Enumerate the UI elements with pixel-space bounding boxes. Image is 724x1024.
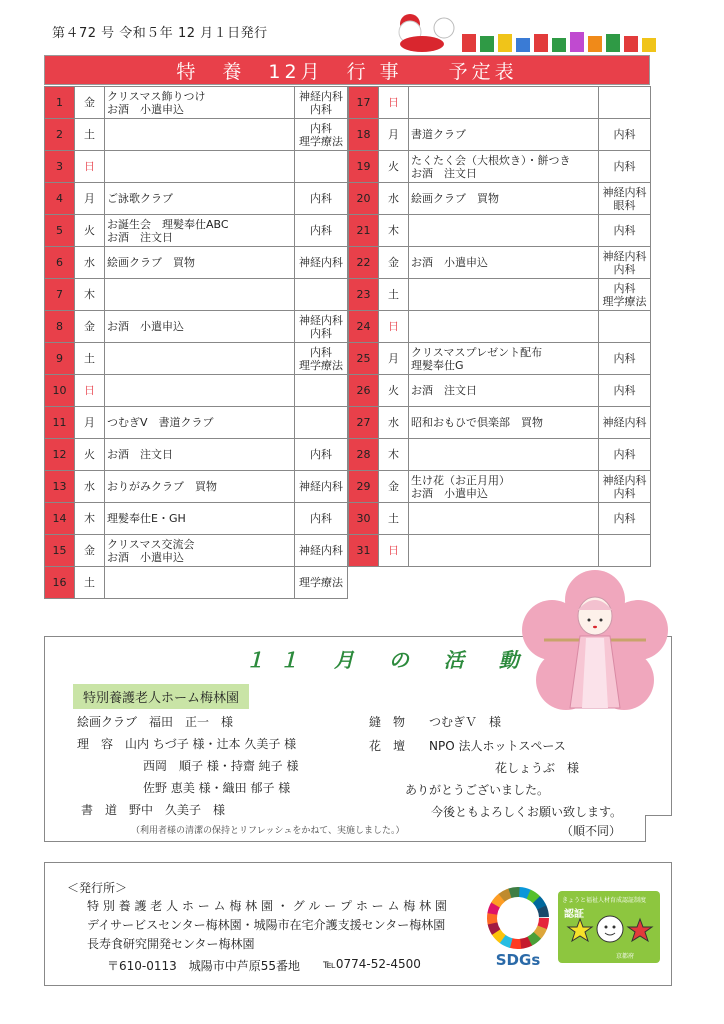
activity-line: 花 壇 NPO 法人ホットスペース: [369, 739, 566, 753]
department-cell: [599, 439, 651, 471]
department-line: 神経内科: [299, 256, 343, 269]
cert-mark: 認証: [564, 909, 584, 920]
day-number: 7: [45, 279, 75, 311]
schedule-row: [45, 375, 348, 407]
day-number: 11: [45, 407, 75, 439]
present: [516, 38, 530, 52]
present: [606, 34, 620, 52]
schedule-row: [349, 215, 651, 247]
department-cell: [295, 87, 348, 119]
event-cell: [409, 343, 599, 375]
day-number: 16: [45, 567, 75, 599]
department-line: 内科: [310, 121, 332, 135]
event-line: 絵画クラブ 買物: [411, 192, 499, 205]
plum-doll-illustration: [522, 568, 668, 718]
department-cell: [295, 439, 348, 471]
department-line: 内科: [613, 448, 636, 461]
schedule-row: [349, 439, 651, 471]
weekday: 水: [75, 471, 105, 503]
day-number: 14: [45, 503, 75, 535]
event-cell: [105, 183, 295, 215]
day-number: 31: [349, 535, 379, 567]
schedule-row: [349, 87, 651, 119]
department-cell: [295, 567, 348, 599]
department-cell: [599, 119, 651, 151]
weekday: 日: [379, 87, 409, 119]
schedule-row: [349, 311, 651, 343]
department-line: 神経内科: [602, 416, 647, 429]
weekday: 日: [75, 151, 105, 183]
department-line: 理学療法: [299, 134, 343, 148]
schedule-row: [349, 471, 651, 503]
department-line: 内科: [613, 224, 636, 237]
department-cell: [295, 119, 348, 151]
activity-line: 佐野 恵美 様・織田 郁子 様: [143, 781, 291, 795]
day-number: 4: [45, 183, 75, 215]
weekday: 土: [75, 567, 105, 599]
event-cell: [105, 119, 295, 151]
sdgs-wheel-icon: [485, 887, 551, 949]
weekday: 月: [75, 407, 105, 439]
event-cell: [105, 343, 295, 375]
telephone: ℡0774-52-4500: [323, 957, 421, 971]
department-cell: [599, 343, 651, 375]
department-cell: [295, 311, 348, 343]
day-number: 24: [349, 311, 379, 343]
schedule-row: [45, 183, 348, 215]
department-cell: [599, 183, 651, 215]
schedule-row: [349, 183, 651, 215]
activities-title: １１ 月 の 活 動: [245, 648, 533, 672]
event-cell: [409, 215, 599, 247]
event-cell: [409, 311, 599, 343]
event-line: お酒 注文日: [411, 384, 477, 397]
event-cell: [409, 407, 599, 439]
department-cell: [295, 407, 348, 439]
schedule-row: [45, 311, 348, 343]
publisher-line: 特 別 養 護 老 人 ホ ー ム 梅 林 園 ・ グ ル ー プ ホ ー ム 梅 林 園: [87, 899, 447, 913]
day-number: 13: [45, 471, 75, 503]
department-cell: [295, 279, 348, 311]
weekday: 月: [75, 183, 105, 215]
facility-label: 特別養護老人ホーム梅林園: [73, 684, 249, 709]
event-cell: [105, 471, 295, 503]
schedule-table-right: [348, 86, 651, 567]
department-cell: [599, 471, 651, 503]
schedule-row: [45, 471, 348, 503]
certification-badge: [558, 891, 660, 963]
order-note: （順不同）: [561, 824, 622, 838]
department-cell: [599, 407, 651, 439]
department-cell: [599, 311, 651, 343]
cert-header: きょうと福祉人材育成認証制度: [562, 897, 647, 904]
schedule-row: [349, 375, 651, 407]
present: [570, 32, 584, 52]
schedule-row: [45, 279, 348, 311]
activity-line: 理 容 山内 ちづ子 様・辻本 久美子 様: [77, 737, 297, 751]
page-fold: [645, 815, 672, 842]
department-cell: [295, 503, 348, 535]
event-line: お酒 小遣申込: [411, 256, 488, 269]
christmas-decoration: [392, 6, 662, 58]
present: [642, 38, 656, 52]
day-number: 15: [45, 535, 75, 567]
event-line: おりがみクラブ 買物: [107, 480, 217, 493]
present: [498, 34, 512, 52]
department-cell: [599, 247, 651, 279]
event-cell: [105, 503, 295, 535]
department-line: 理学療法: [299, 576, 343, 589]
day-number: 22: [349, 247, 379, 279]
event-line: お酒 小遣申込: [107, 550, 184, 564]
day-number: 27: [349, 407, 379, 439]
publisher-label: ＜発行所＞: [67, 881, 128, 895]
event-line: クリスマスプレゼント配布: [411, 345, 543, 359]
department-line: 内科: [613, 160, 636, 173]
department-line: 内科: [613, 281, 636, 295]
department-line: 神経内科: [299, 313, 343, 327]
event-line: お酒 小遣申込: [107, 102, 184, 116]
issue-info: 第４72 号 令和５年 12 月１日発行: [52, 26, 268, 41]
event-line: たくたく会（大根炊き）・餅つき: [411, 153, 571, 167]
event-cell: [409, 375, 599, 407]
weekday: 金: [75, 535, 105, 567]
publisher-line: デイサービスセンター梅林園・城陽市在宅介護支援センター梅林園: [87, 918, 446, 932]
weekday: 木: [379, 439, 409, 471]
schedule-row: [349, 279, 651, 311]
department-line: 理学療法: [299, 358, 343, 372]
department-line: 神経内科: [602, 249, 647, 263]
event-cell: [105, 215, 295, 247]
department-line: 内科: [613, 512, 636, 525]
department-cell: [599, 87, 651, 119]
publisher-box: [44, 862, 672, 986]
weekday: 金: [379, 471, 409, 503]
department-line: 神経内科: [299, 480, 343, 493]
activity-line: ありがとうございました。: [405, 783, 550, 797]
sdgs-text: SDGs: [495, 951, 541, 969]
event-cell: [105, 151, 295, 183]
event-line: お酒 注文日: [411, 166, 477, 180]
department-line: 内科: [613, 384, 636, 397]
event-cell: [409, 119, 599, 151]
weekday: 火: [75, 439, 105, 471]
day-number: 8: [45, 311, 75, 343]
department-line: 神経内科: [299, 89, 343, 103]
schedule-row: [45, 87, 348, 119]
schedule-row: [45, 215, 348, 247]
event-cell: [105, 87, 295, 119]
weekday: 水: [379, 407, 409, 439]
department-line: 内科: [310, 224, 332, 237]
address: 〒610-0113 城陽市中芦原55番地: [107, 959, 301, 973]
weekday: 日: [75, 375, 105, 407]
publisher-line: 長寿食研究開発センター梅林園: [87, 937, 255, 951]
department-cell: [295, 343, 348, 375]
event-line: 絵画クラブ 買物: [107, 256, 195, 269]
day-number: 6: [45, 247, 75, 279]
day-number: 18: [349, 119, 379, 151]
weekday: 火: [379, 151, 409, 183]
department-cell: [295, 247, 348, 279]
schedule-row: [349, 407, 651, 439]
present: [480, 36, 494, 52]
weekday: 土: [379, 503, 409, 535]
department-line: 内科: [310, 102, 332, 116]
event-line: お酒 注文日: [107, 448, 173, 461]
department-cell: [599, 279, 651, 311]
event-cell: [105, 567, 295, 599]
weekday: 土: [75, 119, 105, 151]
day-number: 21: [349, 215, 379, 247]
present: [588, 36, 602, 52]
event-line: クリスマス飾りつけ: [107, 89, 206, 103]
department-line: 神経内科: [299, 544, 343, 557]
event-cell: [409, 183, 599, 215]
event-cell: [409, 471, 599, 503]
event-line: つむぎV 書道クラブ: [107, 416, 214, 429]
activity-line: 書 道 野中 久美子 様: [81, 803, 226, 817]
department-cell: [599, 503, 651, 535]
department-cell: [599, 151, 651, 183]
activities-note: （利用者様の清潔の保持とリフレッシュをかねて、実施しました。）: [131, 826, 405, 836]
santa-body: [400, 36, 444, 52]
department-cell: [295, 215, 348, 247]
schedule-row: [45, 407, 348, 439]
day-number: 29: [349, 471, 379, 503]
event-cell: [105, 439, 295, 471]
weekday: 土: [379, 279, 409, 311]
schedule-row: [349, 343, 651, 375]
schedule-table-left: [44, 86, 348, 599]
event-line: お酒 小遣申込: [411, 486, 488, 500]
weekday: 日: [379, 311, 409, 343]
schedule-row: [349, 535, 651, 567]
event-cell: [409, 279, 599, 311]
event-cell: [409, 247, 599, 279]
event-line: 書道クラブ: [411, 128, 466, 141]
department-line: 内科: [310, 448, 332, 461]
department-cell: [295, 375, 348, 407]
cert-mascot-icon: [566, 913, 654, 953]
day-number: 28: [349, 439, 379, 471]
department-line: 内科: [310, 192, 332, 205]
event-line: 生け花（お正月用）: [411, 473, 510, 487]
department-cell: [599, 215, 651, 247]
present: [624, 36, 638, 52]
event-cell: [105, 375, 295, 407]
weekday: 火: [75, 215, 105, 247]
present: [462, 34, 476, 52]
event-line: 理髪奉仕E・GH: [107, 512, 186, 525]
department-line: 内科: [613, 128, 636, 141]
day-number: 3: [45, 151, 75, 183]
schedule-row: [45, 343, 348, 375]
schedule-row: [349, 247, 651, 279]
department-line: 内科: [310, 512, 332, 525]
schedule-title: 特 養 12月 行 事 予定表: [44, 55, 650, 85]
event-cell: [409, 535, 599, 567]
day-number: 12: [45, 439, 75, 471]
schedule-row: [45, 439, 348, 471]
weekday: 水: [379, 183, 409, 215]
event-line: クリスマス交流会: [107, 537, 195, 551]
event-cell: [105, 311, 295, 343]
department-cell: [295, 151, 348, 183]
schedule-row: [349, 119, 651, 151]
activity-line: 花しょうぶ 様: [495, 761, 580, 775]
event-line: ご詠歌クラブ: [107, 192, 173, 205]
day-number: 9: [45, 343, 75, 375]
department-line: 眼科: [613, 198, 636, 212]
department-cell: [295, 183, 348, 215]
day-number: 2: [45, 119, 75, 151]
weekday: 火: [379, 375, 409, 407]
day-number: 19: [349, 151, 379, 183]
schedule-row: [349, 151, 651, 183]
schedule-row: [45, 535, 348, 567]
schedule-row: [45, 119, 348, 151]
event-cell: [409, 151, 599, 183]
weekday: 木: [379, 215, 409, 247]
department-cell: [295, 535, 348, 567]
present: [534, 34, 548, 52]
schedule-row: [349, 503, 651, 535]
event-line: 理髪奉仕G: [411, 358, 464, 372]
department-line: 神経内科: [602, 473, 647, 487]
department-line: 理学療法: [602, 294, 647, 308]
schedule-row: [45, 567, 348, 599]
event-cell: [105, 407, 295, 439]
day-number: 10: [45, 375, 75, 407]
sdgs-logo: [485, 887, 551, 971]
day-number: 20: [349, 183, 379, 215]
department-line: 神経内科: [602, 185, 647, 199]
weekday: 木: [75, 279, 105, 311]
schedule-row: [45, 503, 348, 535]
day-number: 23: [349, 279, 379, 311]
weekday: 月: [379, 119, 409, 151]
event-line: 昭和おもひで倶楽部 買物: [411, 416, 543, 429]
department-cell: [295, 471, 348, 503]
department-line: 内科: [310, 345, 332, 359]
weekday: 金: [379, 247, 409, 279]
activity-line: 西岡 順子 様・持齋 純子 様: [143, 759, 299, 773]
event-line: お酒 注文日: [107, 230, 173, 244]
day-number: 17: [349, 87, 379, 119]
department-line: 内科: [613, 352, 636, 365]
event-cell: [409, 439, 599, 471]
event-cell: [409, 87, 599, 119]
weekday: 木: [75, 503, 105, 535]
day-number: 26: [349, 375, 379, 407]
weekday: 金: [75, 87, 105, 119]
activity-line: 縫 物 つむぎＶ 様: [369, 715, 502, 729]
present: [552, 38, 566, 52]
weekday: 金: [75, 311, 105, 343]
event-line: お誕生会 理髪奉仕ABC: [107, 217, 229, 231]
department-line: 内科: [613, 262, 636, 276]
day-number: 5: [45, 215, 75, 247]
present-sack: [434, 18, 454, 38]
event-cell: [105, 279, 295, 311]
activity-line: 今後ともよろしくお願い致します。: [431, 805, 623, 819]
weekday: 土: [75, 343, 105, 375]
department-line: 内科: [310, 326, 332, 340]
weekday: 月: [379, 343, 409, 375]
event-cell: [409, 503, 599, 535]
department-cell: [599, 375, 651, 407]
day-number: 30: [349, 503, 379, 535]
event-line: お酒 小遣申込: [107, 320, 184, 333]
weekday: 日: [379, 535, 409, 567]
event-cell: [105, 535, 295, 567]
department-line: 内科: [613, 486, 636, 500]
department-cell: [599, 535, 651, 567]
cert-issuer: 京都府: [616, 953, 635, 960]
event-cell: [105, 247, 295, 279]
day-number: 1: [45, 87, 75, 119]
weekday: 水: [75, 247, 105, 279]
schedule-row: [45, 247, 348, 279]
schedule-row: [45, 151, 348, 183]
activity-line: 絵画クラブ 福田 正一 様: [77, 715, 234, 729]
day-number: 25: [349, 343, 379, 375]
